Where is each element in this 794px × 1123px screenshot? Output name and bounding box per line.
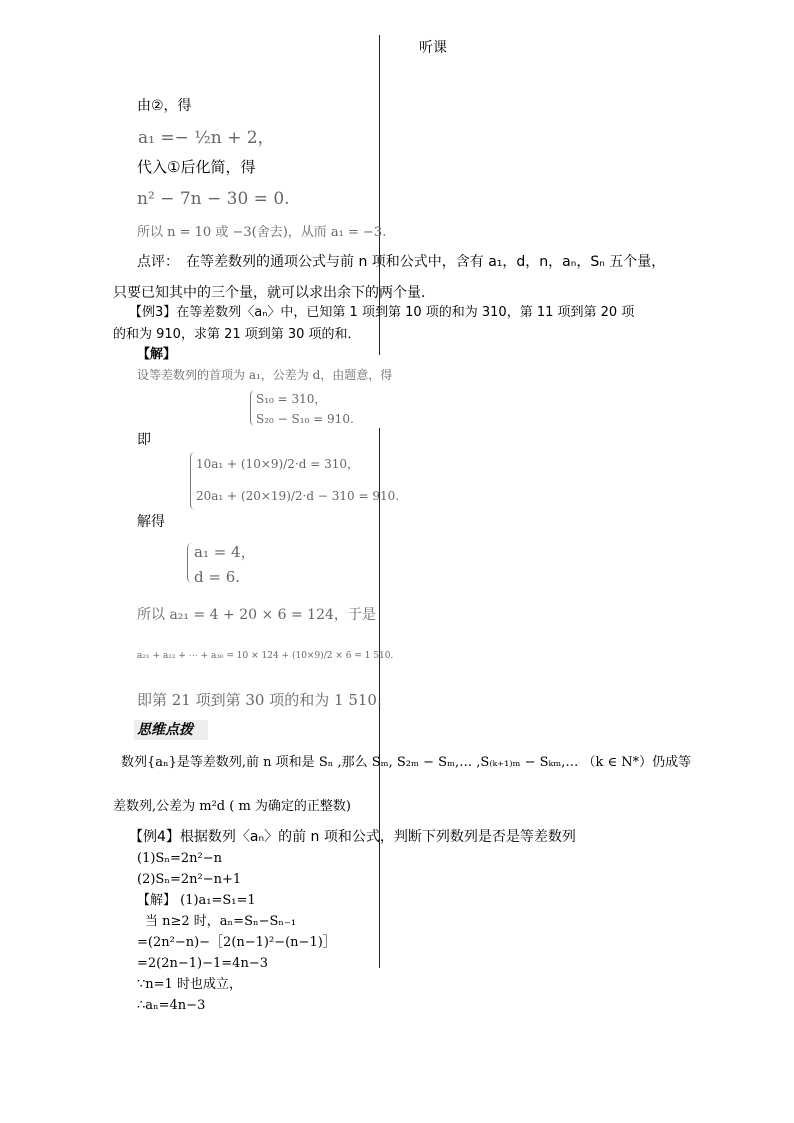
solution4-line-4: =2(2n−1)−1=4n−3 [137, 956, 268, 971]
result-a1: a₁ = 4， [194, 543, 256, 561]
solution4-line-5: ∵n=1 时也成立， [137, 977, 242, 992]
brace-system-3 [187, 543, 192, 583]
comment-line-1: 点评： 在等差数列的通项公式与前 n 项和公式中，含有 a₁，d，n，aₙ，Sₙ 五个量， [137, 254, 666, 270]
solution4-line-3: =(2n²−n)−［2(n−1)²−(n−1)］ [137, 935, 336, 950]
example3-line-2: 的和为 910，求第 21 项到第 30 项的和． [113, 327, 361, 342]
brace-system-1 [250, 390, 255, 426]
example4-item-1: (1)Sₙ=2n²−n [137, 851, 222, 866]
brace-system-2 [190, 452, 195, 510]
equation-a1: a₁ =− ½n + 2， [138, 128, 275, 148]
thinking-tips-title: 思维点拨 [137, 722, 193, 738]
solution-label-3: 【解】 [137, 347, 177, 362]
example4-line-1: 【例4】根据数列〈aₙ〉的前 n 项和公式，判断下列数列是否是等差数列 [129, 829, 576, 845]
text-ji: 即 [137, 432, 151, 448]
text-jiede: 解得 [137, 514, 165, 530]
equation-quadratic: n² − 7n − 30 = 0. [137, 189, 290, 209]
comment-line-2: 只要已知其中的三个量，就可以求出余下的两个量． [113, 285, 435, 301]
system1-eq1: S₁₀ = 310， [256, 392, 327, 406]
sum-equation: a₂₁ + a₂₂ + ⋯ + a₃₀ = 10 × 124 + (10×9)/2 × 6 = 1 510. [137, 651, 394, 661]
result-d: d = 6. [194, 568, 241, 586]
system1-eq2: S₂₀ − S₁₀ = 910. [256, 412, 354, 426]
conclusion-3: 即第 21 项到第 30 项的和为 1 510. [137, 691, 382, 709]
text-line-1: 由②，得 [137, 98, 192, 114]
example3-line-1: 【例3】在等差数列〈aₙ〉中，已知第 1 项到第 10 项的和为 310，第 11 项到第 20 项 [129, 305, 635, 320]
text-line-5: 所以 n = 10 或 −3(舍去)，从而 a₁ = −3. [137, 225, 387, 240]
tips-line-2: 差数列,公差为 m²d ( m 为确定的正整数) [113, 799, 351, 814]
solution4-line-6: ∴aₙ=4n−3 [137, 998, 206, 1013]
system2-eq2: 20a₁ + (20×19)/2·d − 310 = 910. [196, 489, 400, 503]
solution4-line-1: 【解】 (1)a₁=S₁=1 [137, 893, 256, 908]
text-line-3: 代入①后化简，得 [137, 158, 256, 176]
text-a21: 所以 a₂₁ = 4 + 20 × 6 = 124，于是 [137, 607, 376, 623]
solution-setup: 设等差数列的首项为 a₁，公差为 d，由题意，得 [137, 368, 393, 382]
tips-line-1: 数列{aₙ}是等差数列,前 n 项和是 Sₙ ,那么 Sₘ, S₂ₘ − Sₘ,… ,S₍ₖ₊₁₎ₘ − Sₖₘ,… （k ∈ N*）仍成等 [121, 755, 692, 770]
header-listen-label: 听课 [419, 40, 447, 56]
solution4-line-2: 当 n≥2 时，aₙ=Sₙ−Sₙ₋₁ [145, 914, 297, 929]
example4-item-2: (2)Sₙ=2n²−n+1 [137, 872, 242, 887]
system2-eq1: 10a₁ + (10×9)/2·d = 310， [196, 457, 360, 471]
